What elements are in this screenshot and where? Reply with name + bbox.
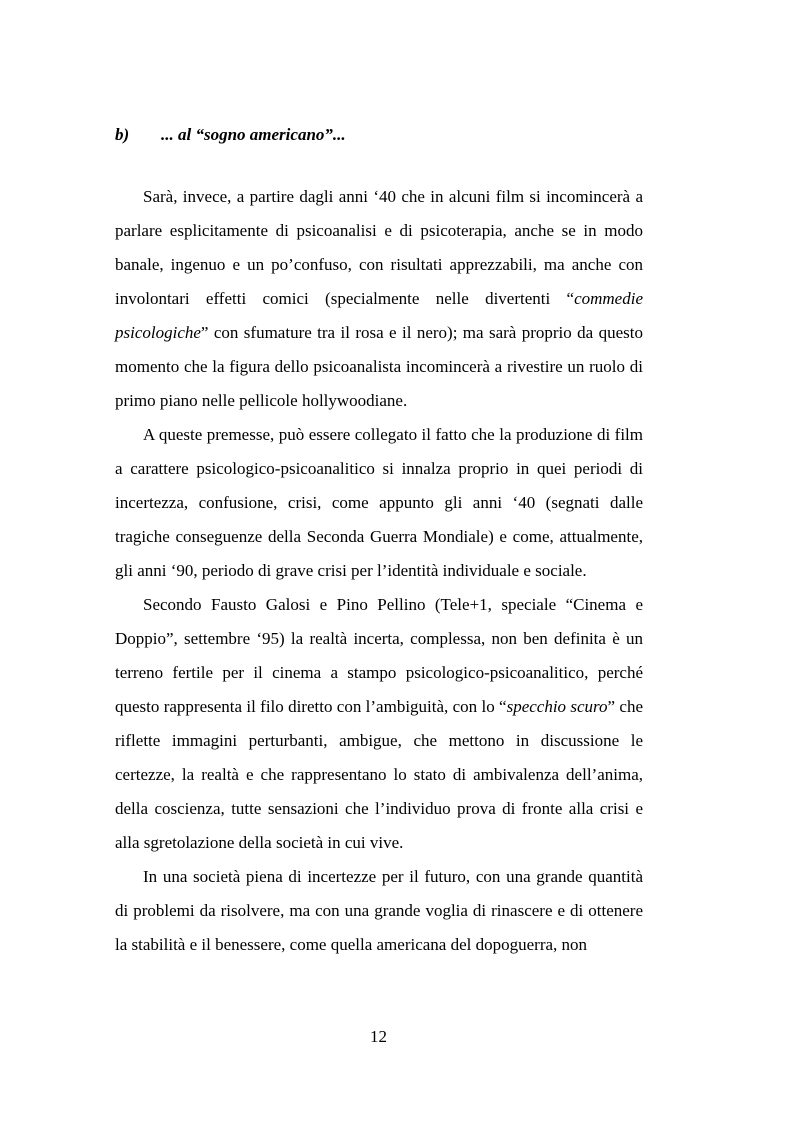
page-number: 12	[370, 1027, 387, 1046]
paragraph-3-text-a: Secondo Fausto Galosi e Pino Pellino (Tele+1, speciale “Cinema e Doppio”, settembre ‘95) la realtà incerta, complessa, non ben definita è un terreno fertile per il cinema a stampo psicologico-psicoanalitico, perché questo rappresenta il filo diretto con l’ambiguità, con lo “	[115, 595, 643, 716]
paragraph-1	[115, 180, 643, 418]
body-text	[115, 180, 643, 962]
section-label: b)	[115, 125, 130, 144]
paragraph-1-text-a: Sarà, invece, a partire dagli anni ‘40 che in alcuni film si incomincerà a parlare esplicitamente di psicoanalisi e di psicoterapia, anche se in modo banale, ingenuo e un po’confuso, con risultati apprezzabili, ma anche con involontari effetti comici (specialmente nelle divertenti “	[115, 187, 643, 308]
section-heading	[115, 124, 346, 146]
paragraph-2	[115, 418, 643, 588]
paragraph-3-text-b: ” che riflette immagini perturbanti, ambigue, che mettono in discussione le certezze, la realtà e che rappresentano lo stato di ambivalenza dell’anima, della coscienza, tutte sensazioni che l’individuo prova di fronte alla crisi e alla sgretolazione della società in cui vive.	[115, 697, 643, 852]
paragraph-3	[115, 588, 643, 860]
paragraph-4-text: In una società piena di incertezze per il futuro, con una grande quantità di problemi da risolvere, ma con una grande voglia di rinascere e di ottenere la stabilità e il benessere, come quella americana del dopoguerra, non	[115, 867, 643, 954]
paragraph-4	[115, 860, 643, 962]
paragraph-3-emphasis: specchio scuro	[506, 697, 608, 716]
section-title: ... al “sogno americano”...	[161, 125, 346, 144]
paragraph-1-text-b: ” con sfumature tra il rosa e il nero); ma sarà proprio da questo momento che la figura dello psicoanalista incomincerà a rivestire un ruolo di primo piano nelle pellicole hollywoodiane.	[115, 323, 643, 410]
paragraph-1-emphasis: commedie psicologiche	[115, 289, 643, 342]
paragraph-2-text: A queste premesse, può essere collegato il fatto che la produzione di film a carattere psicologico-psicoanalitico si innalza proprio in quei periodi di incertezza, confusione, crisi, come appunto gli anni ‘40 (segnati dalle tragiche conseguenze della Seconda Guerra Mondiale) e come, attualmente, gli anni ‘90, periodo di grave crisi per l’identità individuale e sociale.	[115, 425, 643, 580]
